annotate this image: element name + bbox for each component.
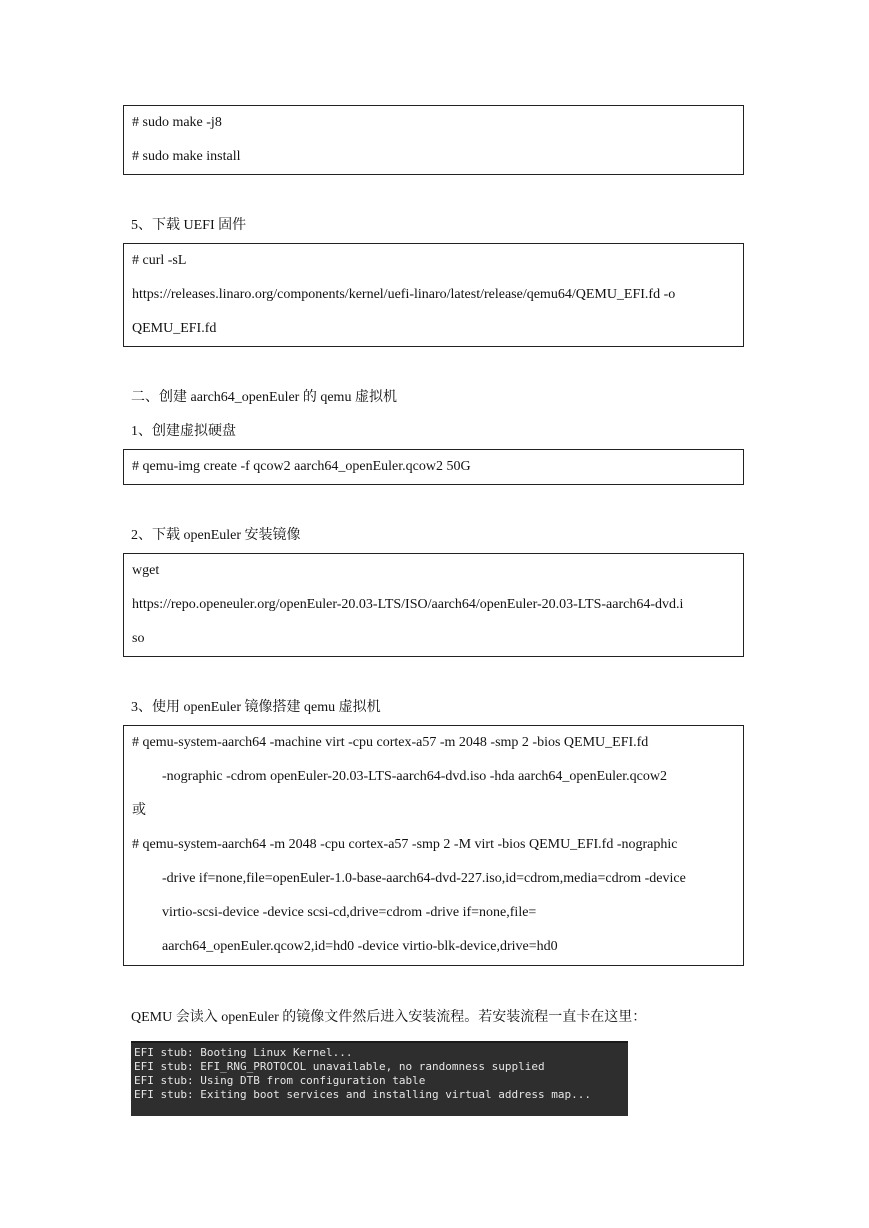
terminal-line: EFI stub: EFI_RNG_PROTOCOL unavailable, no randomness supplied	[134, 1060, 545, 1073]
terminal-screenshot	[131, 1041, 628, 1116]
install-note: QEMU 会读入 openEuler 的镜像文件然后进入安装流程。若安装流程一直卡在这里：	[131, 1010, 647, 1025]
step-heading-build-vm: 3、使用 openEuler 镜像搭建 qemu 虚拟机	[131, 700, 381, 715]
code-line: so	[132, 631, 145, 646]
code-line: -drive if=none,file=openEuler-1.0-base-aarch64-dvd-227.iso,id=cdrom,media=cdrom -device	[162, 871, 686, 886]
code-block-wget	[123, 553, 744, 657]
code-line: QEMU_EFI.fd	[132, 321, 217, 336]
section-heading-download-uefi: 5、下载 UEFI 固件	[131, 218, 247, 233]
code-line: # sudo make -j8	[132, 115, 222, 130]
code-block-qemu-system	[123, 725, 744, 966]
code-line: virtio-scsi-device -device scsi-cd,drive=cdrom -drive if=none,file=	[162, 905, 537, 920]
code-line: # qemu-system-aarch64 -m 2048 -cpu cortex-a57 -smp 2 -M virt -bios QEMU_EFI.fd -nographic	[132, 837, 678, 852]
code-block-qemu-img	[123, 449, 744, 485]
code-block-make	[123, 105, 744, 175]
code-line: https://releases.linaro.org/components/kernel/uefi-linaro/latest/release/qemu64/QEMU_EFI.fd -o	[132, 287, 676, 302]
code-line: # sudo make install	[132, 149, 241, 164]
code-block-curl	[123, 243, 744, 347]
step-heading-download-image: 2、下载 openEuler 安装镜像	[131, 528, 301, 543]
code-line: # qemu-img create -f qcow2 aarch64_openEuler.qcow2 50G	[132, 459, 471, 474]
step-heading-create-disk: 1、创建虚拟硬盘	[131, 424, 236, 439]
chapter-heading: 二、创建 aarch64_openEuler 的 qemu 虚拟机	[131, 390, 397, 405]
code-line: wget	[132, 563, 160, 578]
code-line: aarch64_openEuler.qcow2,id=hd0 -device virtio-blk-device,drive=hd0	[162, 939, 558, 954]
terminal-line: EFI stub: Using DTB from configuration table	[134, 1074, 426, 1087]
terminal-line: EFI stub: Booting Linux Kernel...	[134, 1046, 353, 1059]
code-line: # qemu-system-aarch64 -machine virt -cpu cortex-a57 -m 2048 -smp 2 -bios QEMU_EFI.fd	[132, 735, 649, 750]
code-line: # curl -sL	[132, 253, 187, 268]
code-line: 或	[132, 803, 146, 818]
terminal-line: EFI stub: Exiting boot services and installing virtual address map...	[134, 1088, 591, 1101]
code-line: -nographic -cdrom openEuler-20.03-LTS-aarch64-dvd.iso -hda aarch64_openEuler.qcow2	[162, 769, 667, 784]
code-line: https://repo.openeuler.org/openEuler-20.03-LTS/ISO/aarch64/openEuler-20.03-LTS-aarch64-dvd.i	[132, 597, 684, 612]
